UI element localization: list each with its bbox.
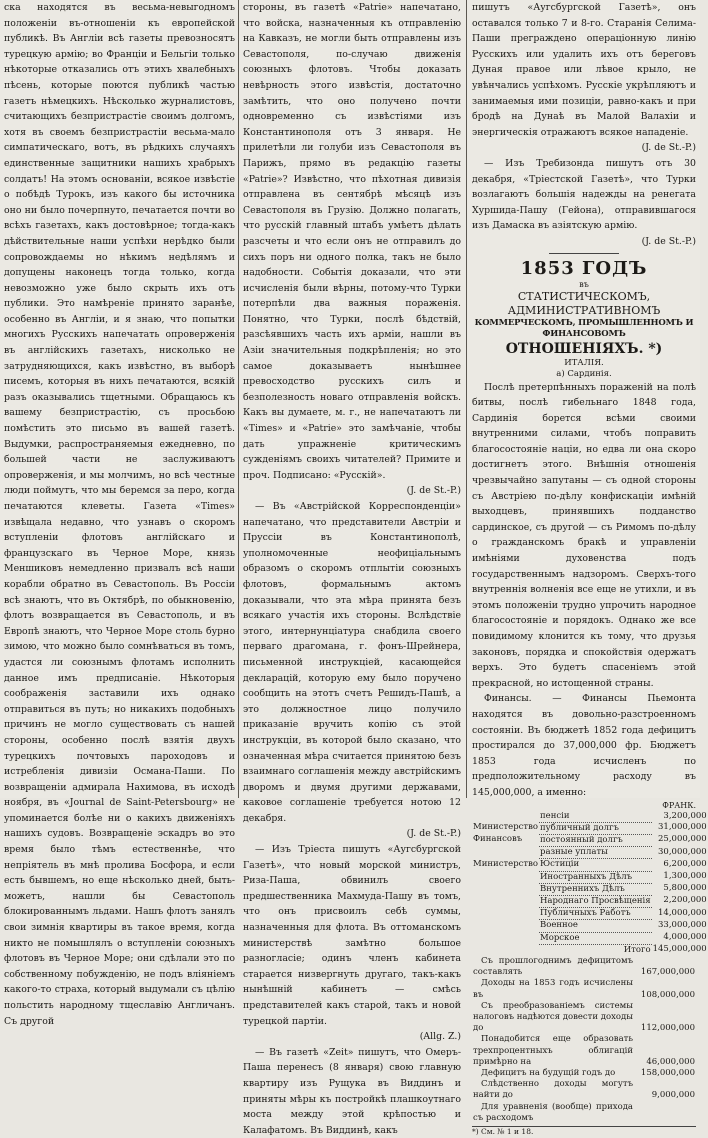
budget-item: Юстиціи	[539, 859, 652, 871]
summary-row	[472, 1034, 696, 1068]
budget-amount: 1,300,000	[663, 871, 707, 882]
budget-row	[472, 847, 708, 859]
budget-row	[472, 920, 708, 932]
budget-row	[472, 871, 708, 883]
budget-group	[472, 932, 539, 944]
budget-group	[472, 811, 539, 823]
paragraph: пишутъ «Аугсбургской Газетѣ», онъ оставался только 7 и 8-го. Старанія Селима-Паши преграждено операціонную линію Русскихъ или удалить ихъ отъ береговъ Дуная правое или лѣвое крыло, не увѣнчались успѣхомъ. Русскіе укрѣпляютъ и занимаемыя ими позиціи, равно-какъ и при бродѣ на Дунаѣ въ Малой Валахіи и энергическія отражаютъ всякое нападеніе.	[472, 2, 696, 138]
budget-item: Внутреннихъ Дѣлъ	[539, 883, 652, 895]
budget-row	[472, 895, 708, 907]
budget-item: Иностранныхъ Дѣлъ	[539, 871, 652, 883]
paragraph: — Въ «Австрійской Корреспонденціи» напечатано, что представители Австріи и Пруссіи въ Константинополѣ, уполномоченные неофиціальнымъ образомъ о скоромъ отплытіи союзныхъ флотовъ, формальнымъ актомъ доказывали, что эта мѣра принята безъ всякаго участія ихъ стороны. Вслѣдствіе этого, интернунціатура снабдила своего перваго драгомана, г. фонъ-Шрейнера, письменной инструкціей, касающейся декларацій, которую ему было поручено сообщить на этотъ счетъ Решидъ-Пашѣ, а это должностное лицо получило приказаніе вручить копію съ этой инструкціи, въ которой было сказано, что означенная мѣра считается принятою безъ взаимнаго соглашенія между австрійскимъ дворомъ и двумя другими державами, каковое соглашеніе требуется нотою 12 декабря.	[243, 501, 461, 824]
budget-amount: 31,000,000	[658, 822, 707, 833]
summary-amount: 46,000,000	[646, 1056, 695, 1067]
paragraph: стороны, въ газетѣ «Patrie» напечатано, что войска, назначенныя къ отправленію на Кавказъ, не могли быть отправлены изъ Севастополя, по-случаю движенія союзныхъ флотовъ. Чтобы доказать невѣрность этого извѣстія, достаточно замѣтить, что оно получено почти одновременно съ извѣстіями изъ Константинополя отъ 3 января. Не прилетѣли ли голуби изъ Севастополя въ Парижъ, прямо въ редакцію газеты «Patrie»? Извѣстно, что пѣхотная дивизія отправлена въ сентябрѣ мѣсяцѣ изъ Севастополя въ Грузію. Должно полагать, что русскій главный штабъ умѣетъ дѣлать разсчеты и что если онъ не отправилъ до сихъ поръ ни одного полка, такъ не было надобности. Событія доказали, что эти исчисленія были вѣрны, потому-что Турки потерпѣли два важныя пораженія. Понятно, что Турки, послѣ бѣдствій, разсѣявшихъ часть ихъ арміи, нашли въ Азіи значительныя подкрѣпленія; но это самое доказываетъ нынѣшнее превосходство русскихъ силъ и безполезность новаго отправленія войскъ. Какъ вы думаете, м. г., не напечатаютъ ли «Times» и «Patrie» это замѣчаніе, чтобы дать упражненіе критическимъ сужденіямъ своихъ читателей? Примите и проч. Подписано: «Русскій».	[243, 2, 461, 481]
budget-amount: 30,000,000	[658, 846, 707, 857]
summary-label: Съ преобразованіемъ системы налоговъ надѣются довести доходы до	[473, 1000, 633, 1034]
paragraph: ска находятся въ весьма-невыгодномъ положеніи въ-отношеніи къ европейской публикѣ. Въ Англіи всѣ газеты превозносятъ турецкую армію; во Франціи и Бельгіи только нѣкоторые отказались отъ этихъ хвалебныхъ пѣсень, которые поются публикѣ частью газетъ нѣмецкихъ. Нѣсколько журналистовъ, считающихъ безпристрастіе своимъ долгомъ, хотя въ своемъ безпристрастіи весьма-мало симпатическаго, вотъ, въ рѣдкихъ случаяхъ единственные защитники нашихъ храбрыхъ солдатъ! На этомъ основаніи, всякое извѣстіе о побѣдѣ Турокъ, изъ какого бы источника оно ни было почерпнуто, печатается почти во всѣхъ газетахъ, какъ достовѣрное; тогда-какъ дѣйствительные наши успѣхи нерѣдко были сопровождаемы но нѣкимъ недѣлямъ и допущены наконецъ тогда только, когда невозможно уже было скрыть ихъ отъ публики. Это намѣреніе принято заранѣе, особенно въ Англіи, и я знаю, что попытки многихъ Русскихъ напечатать опроверженія въ англійскихъ газетахъ, нисколько не затрудняющихся, какъ извѣстно, въ выборѣ писемъ, которыя въ нихъ печатаются, всякій разъ оказывались тщетными. Обращаюсь къ вашему безпристрастію, съ просьбою помѣстить это письмо въ вашей газетѣ. Выдумки, распространяемыя ежедневно, по большей части не заслуживаютъ опроверженія, и мы молчимъ, но всѣ честные люди поймутъ, что мы беремся за перо, когда печатаются клеветы. Газета «Times» извѣщала недавно, что узнавъ о скоромъ вступленіи флотовъ англійскаго и французскаго въ Черное Море, князь Меншиковъ немедленно призвалъ всѣ наши корабли обратно въ Севастополь. Въ Россіи всѣ знаютъ, что въ Октябрѣ, по обыкновенію, флотъ возвращается въ Севастополь, и въ Европѣ знаютъ, что Черное Море столь бурно зимою, что можно было сомнѣваться въ томъ, удастся ли союзнымъ флотамъ исполнить данное имъ предписаніе. Нѣкоторыя соображенія заставили ихъ однако отправиться въ путь; но никакихъ подобныхъ причинъ не могло существовать съ нашей стороны, особенно послѣ взятія двухъ турецкихъ почтовыхъ пароходовъ и истребленія дивизіи Османа-Паши. По возвращеніи адмирала Нахимова, въ исходѣ ноября, въ «Journal de Saint-Petersbourg» не упоминается болѣе ни о какихъ движеніяхъ нашихъ судовъ. Возвращеніе эскадръ во это время было тѣмъ естественнѣе, что непріятель въ мнѣ пролива Босфора, и если есть бывшемъ, но еще нѣсколько дней, быть-можетъ, нашли бы Севастополь блокированнымъ льдами. Нашъ флотъ занялъ свои зимнія квартиры въ такое время, когда никто не помышлялъ о вступленіи союзныхъ флотовъ въ Черное Море; они сдѣлали это по собственному побужденію, не подъ вліяніемъ какого-то страха, который выдумали съ цѣлію польстить народному тщеславію Англичанъ. Съ другой	[4, 2, 235, 1027]
budget-item: Военное	[539, 920, 652, 932]
budget-amount: 5,800,000	[663, 883, 707, 894]
budget-table	[472, 811, 708, 956]
summary-label: Для уравненія (вообще) прихода съ расходомъ	[473, 1101, 633, 1123]
budget-group	[472, 908, 539, 920]
source-signature: (J. de St.-P.)	[406, 485, 461, 497]
budget-item: постоянный долгъ	[539, 834, 652, 846]
summary-row	[472, 1079, 696, 1101]
budget-group	[472, 847, 539, 859]
summary-label: Понадобится еще образовать трехпроцентныхъ облигацій примѣрно на	[473, 1034, 633, 1067]
section-region: а) Сардинія.	[556, 368, 612, 379]
budget-item: разные уплаты	[539, 847, 652, 859]
budget-row	[472, 822, 708, 834]
budget-total-amount: 145,000,000	[652, 944, 707, 955]
paragraph: — Изъ Тріеста пишутъ «Аугсбургской Газетѣ», что новый морской министръ, Риза-Паша, обвинилъ своего предшественника Махмуда-Пашу въ томъ, что онъ присвоилъ себѣ суммы, назначенныя для флота. Въ оттоманскомъ министерствѣ замѣтно большое разногласіе; одинъ членъ кабинета старается низвергнуть другаго, такъ-какъ нынѣшній кабинетъ — смѣсь представителей какъ старой, такъ и новой турецкой партіи.	[243, 844, 461, 1027]
budget-row	[472, 859, 708, 871]
budget-group: Финансовъ	[473, 834, 523, 845]
budget-row	[472, 908, 708, 920]
source-signature: (Allg. Z.)	[419, 1031, 461, 1043]
budget-row	[472, 883, 708, 895]
summary-amount: 9,000,000	[651, 1090, 695, 1101]
summary-row	[472, 1102, 696, 1124]
paragraph: — Изъ Требизонда пишутъ отъ 30 декабря, «Тріестской Газетѣ», что Турки возлагаютъ большія надежды на ренегата Хуршида-Пашу (Гейона), отправившагося изъ Дамаска въ азіятскую армію.	[472, 157, 696, 232]
source-signature: (J. de St.-P.)	[641, 235, 696, 247]
budget-summary-table	[472, 956, 696, 1124]
budget-amount: 2,200,000	[663, 895, 707, 906]
budget-group	[472, 895, 539, 907]
section-heading-line2: КОММЕРЧЕСКОМЪ, ПРОМЫШЛЕННОМЪ И ФИНАНСОВОМЪ	[474, 317, 694, 339]
budget-item: публичный долгъ	[539, 822, 652, 834]
budget-total-row	[472, 944, 708, 956]
budget-item: Публичныхъ Работъ	[539, 908, 652, 920]
summary-label: Слѣдственно доходы могутъ найти до	[473, 1079, 633, 1101]
budget-amount: 4,000,000	[663, 932, 707, 943]
budget-unit: ФРАНК.	[662, 800, 696, 810]
budget-amount: 3,200,000	[663, 810, 707, 821]
section-heading-year: 1853 ГОДЪ	[520, 257, 648, 279]
summary-label: Съ прошлогоднимъ дефицитомъ составлять	[473, 955, 633, 978]
budget-amount: 14,000,000	[658, 907, 707, 918]
summary-amount: 108,000,000	[640, 989, 695, 1000]
budget-amount: 33,000,000	[658, 919, 707, 930]
column-3	[472, 0, 707, 1137]
budget-amount: 25,000,000	[658, 834, 707, 845]
column-1	[4, 0, 235, 1027]
paragraph: — Въ газетѣ «Zeit» пишутъ, что Омеръ-Паша перенесъ (8 января) свою главную квартиру изъ Рущука въ Виддинъ и приняты мѣры къ постройкѣ плашкоутнаго моста между этой крѣпостью и Калафатомъ. Въ Виддинѣ, какъ	[243, 1046, 461, 1136]
budget-group	[472, 883, 539, 895]
section-divider	[549, 253, 619, 255]
budget-group	[472, 920, 539, 932]
source-signature: (J. de St.-P.)	[641, 142, 696, 154]
budget-item: Морское	[539, 932, 652, 944]
section-heading-line1: СТАТИСТИЧЕСКОМЪ, АДМИНИСТРАТИВНОМЪ	[507, 289, 661, 317]
summary-amount	[634, 1102, 696, 1124]
budget-row	[472, 834, 708, 846]
source-signature: (J. de St.-P.)	[406, 828, 461, 840]
budget-group	[472, 871, 539, 883]
paragraph: Послѣ претерпѣнныхъ пораженій на полѣ битвы, послѣ гибельнаго 1848 года, Сардинія борется всѣми своими внутренними силами, чтобъ поправить благосостояніе націи, но едва ли она скоро достигнетъ этого. Внѣшнія отношенія чрезвычайно запутаны — съ одной стороны съ Австріею по-дѣлу конфискаціи имѣній выходцевъ, принявшихъ подданство сардинское, съ другой — съ Римомъ по-дѣлу о гражданскомъ бракѣ и управленіи имѣніями духовенства подъ государственнымъ надзоромъ. Сверхъ-того внутреннія волненія все еще не утихли, и въ этомъ положеніи трудно упрочить народное благосостояніе и порядокъ. Однако же все повидимому клонится къ тому, что друзья законовъ, порядка и спокойствія одержатъ верхъ. Это будетъ спасеніемъ этой прекрасной, но истощенной страны.	[472, 381, 696, 689]
section-heading-main: ОТНОШЕНІЯХЪ. *)	[505, 340, 663, 357]
column-rule	[466, 0, 467, 798]
budget-total-label: Итого	[623, 944, 651, 955]
summary-label: Дефицитъ на будущій годъ до	[481, 1068, 616, 1078]
budget-amount: 6,200,000	[663, 858, 707, 869]
summary-row	[472, 956, 696, 978]
budget-item: пенсіи	[539, 811, 652, 823]
summary-row	[472, 978, 696, 1000]
budget-row	[472, 811, 708, 823]
footnote: *) См. № 1 и 18.	[472, 1127, 534, 1137]
budget-item: Народнаго Просвѣщенія	[540, 895, 651, 906]
summary-row	[472, 1068, 696, 1079]
summary-amount: 158,000,000	[640, 1068, 695, 1078]
column-2	[243, 0, 461, 1136]
summary-label: Доходы на 1853 годъ исчислены въ	[473, 978, 633, 1000]
summary-row	[472, 1001, 696, 1035]
column-rule	[238, 0, 239, 798]
budget-row	[472, 932, 708, 944]
section-country: ИТАЛІЯ.	[564, 357, 604, 368]
summary-amount: 112,000,000	[640, 1023, 695, 1034]
budget-group: Министерство	[473, 858, 538, 869]
section-heading-v: въ	[579, 279, 589, 289]
budget-group: Министерство	[473, 822, 538, 833]
paragraph: Финансы. — Финансы Пьемонта находятся въ довольно-разстроенномъ состояніи. Въ бюджетѣ 1852 года дефицитъ простирался до 37,000,000 фр. Бюджетъ 1853 года исчисленъ по предположительному расходу въ 145,000,000, а именно:	[472, 693, 696, 798]
summary-amount: 167,000,000	[640, 967, 695, 978]
